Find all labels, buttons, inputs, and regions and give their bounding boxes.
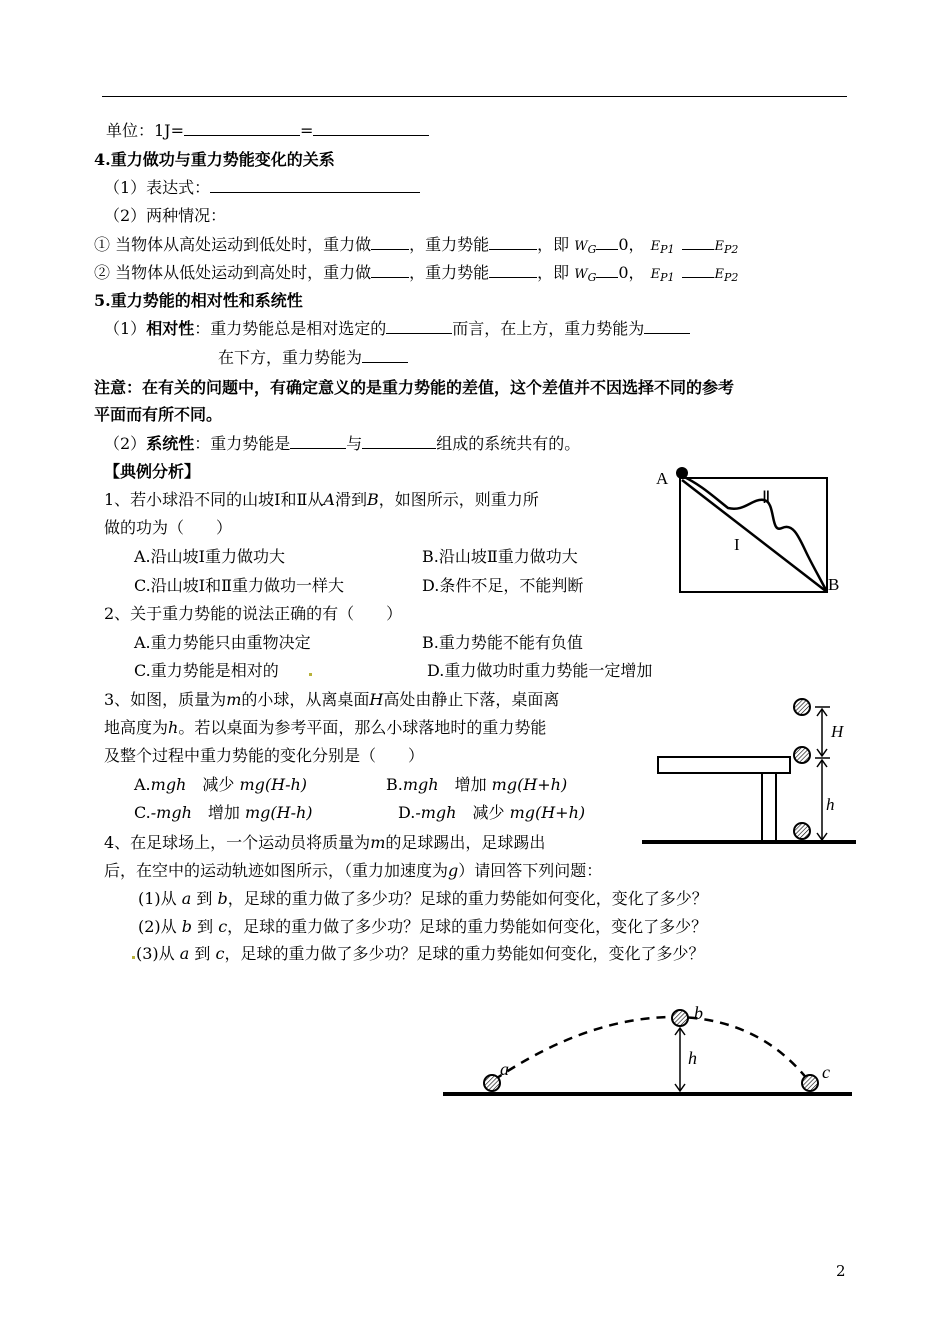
slope-I bbox=[682, 480, 827, 592]
q4-s2-from: b bbox=[181, 917, 193, 936]
q3-line-3: 及整个过程中重力势能的变化分别是（ ） bbox=[104, 746, 425, 765]
sys-blank-1[interactable] bbox=[290, 433, 346, 449]
q4-s2-a: (2)从 bbox=[138, 917, 182, 936]
unit-blank-2[interactable] bbox=[313, 120, 429, 136]
case1-ep2: E bbox=[714, 239, 724, 254]
label-A: A bbox=[656, 469, 669, 488]
table-top bbox=[658, 757, 790, 773]
q3-c-delta: mg(H-h) bbox=[244, 803, 313, 822]
q1-option-c[interactable]: C.沿山坡Ⅰ和Ⅱ重力做功一样大 bbox=[134, 576, 344, 595]
case2-wg: W bbox=[574, 267, 588, 282]
q1-text-3: ，如图所示，则重力所 bbox=[378, 490, 539, 509]
case1-line bbox=[94, 234, 738, 261]
q3-b-label: B. bbox=[386, 775, 403, 794]
stray-dot bbox=[309, 673, 312, 676]
q4-s1-tail: ，足球的重力做了多少功？足球的重力势能如何变化，变化了多少？ bbox=[227, 889, 708, 908]
q3-c-word: 增加 bbox=[191, 803, 245, 822]
q4-s3-a: (3)从 bbox=[136, 944, 180, 963]
case1-blank-sign[interactable] bbox=[596, 234, 618, 250]
case2-blank-cmp[interactable] bbox=[682, 262, 714, 278]
q3-a-expr: mgh bbox=[150, 775, 187, 794]
case1-blank-work[interactable] bbox=[371, 234, 409, 250]
q4-s1-to: b bbox=[217, 889, 228, 908]
q1-line-2: 做的功为（ ） bbox=[104, 518, 233, 537]
case1-p1: P1 bbox=[660, 243, 675, 256]
case1-mid: ，重力势能 bbox=[409, 235, 490, 254]
page-number: 2 bbox=[836, 1262, 846, 1280]
rel-blank-above[interactable] bbox=[644, 318, 690, 334]
case1-blank-pe[interactable] bbox=[489, 234, 537, 250]
case1-p2: P2 bbox=[723, 243, 739, 256]
q2-option-d[interactable]: D.重力做功时重力势能一定增加 bbox=[427, 661, 653, 680]
q2-option-b[interactable]: B.重力势能不能有负值 bbox=[422, 633, 583, 652]
q4-s1-from: a bbox=[181, 889, 192, 908]
stray-dot-2 bbox=[132, 956, 135, 959]
case1-wg: W bbox=[574, 239, 588, 254]
q1-text-1: 1、若小球沿不同的山坡Ⅰ和Ⅱ从 bbox=[104, 490, 324, 509]
label-b: b bbox=[694, 1003, 703, 1023]
sec4-title: 4.重力做功与重力势能变化的关系 bbox=[94, 150, 335, 169]
q3-h: h bbox=[168, 718, 179, 737]
q3-a-delta: mg(H-h) bbox=[239, 775, 308, 794]
q2-option-c[interactable] bbox=[134, 660, 314, 682]
q3-c-label: C. bbox=[134, 803, 151, 822]
sec5-title: 5.重力势能的相对性和系统性 bbox=[94, 291, 303, 310]
label-c: c bbox=[822, 1062, 830, 1082]
q3-d-delta: mg(H+h) bbox=[509, 803, 586, 822]
q3-H: H bbox=[369, 690, 384, 709]
unit-blank-1[interactable] bbox=[184, 120, 300, 136]
q1-option-a[interactable]: A.沿山坡Ⅰ重力做功大 bbox=[134, 547, 285, 566]
q4-sub-2 bbox=[138, 916, 707, 938]
q3-a-label: A. bbox=[134, 775, 151, 794]
relativity-line bbox=[104, 318, 690, 340]
sys-text-3: 组成的系统共有的。 bbox=[436, 434, 581, 453]
q3-text-1: 3、如图，质量为 bbox=[104, 690, 227, 709]
label-I: I bbox=[734, 535, 740, 554]
q4-line-2 bbox=[104, 860, 602, 882]
q3-a-word: 减少 bbox=[186, 775, 240, 794]
case1-zero: 0， bbox=[618, 235, 645, 254]
q4-s3-from: a bbox=[179, 944, 190, 963]
system-line bbox=[104, 433, 580, 455]
label-B: B bbox=[828, 575, 840, 594]
q4-sub-1 bbox=[138, 888, 708, 910]
header-rule bbox=[102, 96, 847, 97]
q3-d-label: D. bbox=[398, 803, 416, 822]
rel-text-1: ：重力势能总是相对选定的 bbox=[194, 319, 387, 338]
expr-blank[interactable] bbox=[210, 177, 420, 193]
rel-term: 相对性 bbox=[146, 319, 195, 338]
case2-blank-work[interactable] bbox=[371, 262, 409, 278]
case1-text: ① 当物体从高处运动到低处时，重力做 bbox=[94, 235, 372, 254]
q3-text-2: 的小球，从离桌面 bbox=[241, 690, 370, 709]
ball-table bbox=[794, 747, 810, 763]
rel-num: （1） bbox=[104, 319, 147, 338]
case2-mid: ，重力势能 bbox=[409, 263, 490, 282]
label-II: Ⅱ bbox=[762, 488, 771, 507]
q4-g: g bbox=[448, 861, 459, 880]
sec4-expr-label: （1）表达式： bbox=[104, 178, 211, 197]
q1-A: A bbox=[323, 490, 335, 509]
case2-blank-sign[interactable] bbox=[596, 262, 618, 278]
q3-d-word: 减少 bbox=[456, 803, 510, 822]
ball-a bbox=[484, 1075, 500, 1091]
case2-ep2: E bbox=[714, 267, 724, 282]
q3-d-expr: -mgh bbox=[415, 803, 457, 822]
sys-num: （2） bbox=[104, 434, 147, 453]
q4-s2-to: c bbox=[218, 917, 228, 936]
ball-c bbox=[802, 1075, 818, 1091]
note-line-2: 平面而有所不同。 bbox=[94, 405, 223, 424]
case2-ep1: E bbox=[650, 267, 661, 282]
q4-text-1: 4、在足球场上，一个运动员将质量为 bbox=[104, 833, 371, 852]
sec4-expr-line bbox=[104, 177, 420, 199]
q3-option-c[interactable] bbox=[134, 802, 313, 824]
q2-stem: 2、关于重力势能的说法正确的有（ ） bbox=[104, 604, 403, 623]
label-H: H bbox=[831, 722, 844, 741]
q2-option-c-text: C.重力势能是相对的 bbox=[134, 661, 279, 680]
trajectory-figure bbox=[440, 995, 860, 1105]
q3-b-delta: mg(H+h) bbox=[491, 775, 568, 794]
sys-term: 系统性 bbox=[146, 434, 195, 453]
q3-c-expr: -mgh bbox=[150, 803, 192, 822]
q4-s1-a: (1)从 bbox=[138, 889, 182, 908]
case2-wg-sub: G bbox=[587, 271, 597, 284]
sys-text-1: ：重力势能是 bbox=[194, 434, 291, 453]
relativity-line-2 bbox=[218, 347, 408, 369]
slope-figure bbox=[650, 460, 850, 600]
label-h: h bbox=[826, 795, 835, 814]
rel-blank-plane[interactable] bbox=[386, 318, 452, 334]
sys-text-2: 与 bbox=[346, 434, 363, 453]
q3-text-3: 高处由静止下落，桌面离 bbox=[383, 690, 560, 709]
q1-B: B bbox=[366, 490, 379, 509]
case2-zero: 0， bbox=[618, 263, 645, 282]
q3-option-b[interactable] bbox=[386, 774, 567, 796]
case2-blank-pe[interactable] bbox=[489, 262, 537, 278]
q3-b-word: 增加 bbox=[438, 775, 492, 794]
q3-m: m bbox=[226, 690, 242, 709]
case1-ie: ，即 bbox=[537, 235, 575, 254]
q3-line-2 bbox=[104, 717, 546, 739]
ball-A bbox=[676, 467, 688, 479]
sys-blank-2[interactable] bbox=[362, 433, 436, 449]
examples-heading: 【典例分析】 bbox=[104, 462, 201, 481]
q4-s2-tail: ，足球的重力做了多少功？足球的重力势能如何变化，变化了多少？ bbox=[227, 917, 708, 936]
q3-text-4: 地高度为 bbox=[104, 718, 169, 737]
table-figure bbox=[640, 695, 860, 855]
ball-top bbox=[794, 699, 810, 715]
case2-p2: P2 bbox=[723, 271, 739, 284]
q3-option-d[interactable] bbox=[398, 802, 585, 824]
case2-line bbox=[94, 262, 738, 289]
q4-text-3: 后，在空中的运动轨迹如图所示，（重力加速度为 bbox=[104, 861, 449, 880]
rel-text-3: 在下方，重力势能为 bbox=[218, 348, 363, 367]
unit-line bbox=[106, 120, 429, 142]
trajectory-arc bbox=[494, 1017, 808, 1080]
q4-s2-to-word: 到 bbox=[192, 917, 219, 936]
q4-m: m bbox=[370, 833, 386, 852]
q1-line-1 bbox=[104, 489, 539, 511]
q3-b-expr: mgh bbox=[402, 775, 439, 794]
rel-text-2: 而言，在上方，重力势能为 bbox=[452, 319, 645, 338]
q3-option-a[interactable] bbox=[134, 774, 307, 796]
q1-option-b[interactable]: B.沿山坡Ⅱ重力做功大 bbox=[422, 547, 578, 566]
case1-ep1: E bbox=[650, 239, 661, 254]
q4-s3-tail: ，足球的重力做了多少功？足球的重力势能如何变化，变化了多少？ bbox=[224, 944, 705, 963]
q4-sub-3 bbox=[132, 943, 704, 965]
case2-p1: P1 bbox=[660, 271, 675, 284]
case1-blank-cmp[interactable] bbox=[682, 234, 714, 250]
case2-ie: ，即 bbox=[537, 263, 575, 282]
label-height: h bbox=[688, 1048, 697, 1068]
q3-line-1 bbox=[104, 689, 559, 711]
table-leg bbox=[762, 773, 776, 841]
q4-s3-to: c bbox=[215, 944, 225, 963]
q4-text-4: ）请回答下列问题： bbox=[458, 861, 603, 880]
q4-s3-to-word: 到 bbox=[189, 944, 216, 963]
sec4-cases: （2）两种情况： bbox=[104, 206, 227, 225]
q4-text-2: 的足球踢出，足球踢出 bbox=[385, 833, 546, 852]
label-a: a bbox=[500, 1059, 509, 1079]
q2-option-a[interactable]: A.重力势能只由重物决定 bbox=[134, 633, 311, 652]
note-line-1: 注意：在有关的问题中，有确定意义的是重力势能的差值，这个差值并不因选择不同的参考 bbox=[94, 378, 735, 397]
unit-eq: = bbox=[300, 121, 314, 140]
q4-s1-to-word: 到 bbox=[191, 889, 218, 908]
case2-text: ② 当物体从低处运动到高处时，重力做 bbox=[94, 263, 372, 282]
unit-prefix: 单位：1J= bbox=[106, 121, 185, 140]
q4-line-1 bbox=[104, 832, 545, 854]
q1-option-d[interactable]: D.条件不足，不能判断 bbox=[422, 576, 584, 595]
rel-blank-below[interactable] bbox=[362, 347, 408, 363]
case1-wg-sub: G bbox=[587, 243, 597, 256]
ball-ground bbox=[794, 823, 810, 839]
ball-b bbox=[672, 1010, 688, 1026]
q3-text-5: 。若以桌面为参考平面，那么小球落地时的重力势能 bbox=[178, 718, 547, 737]
q1-text-2: 滑到 bbox=[334, 490, 367, 509]
